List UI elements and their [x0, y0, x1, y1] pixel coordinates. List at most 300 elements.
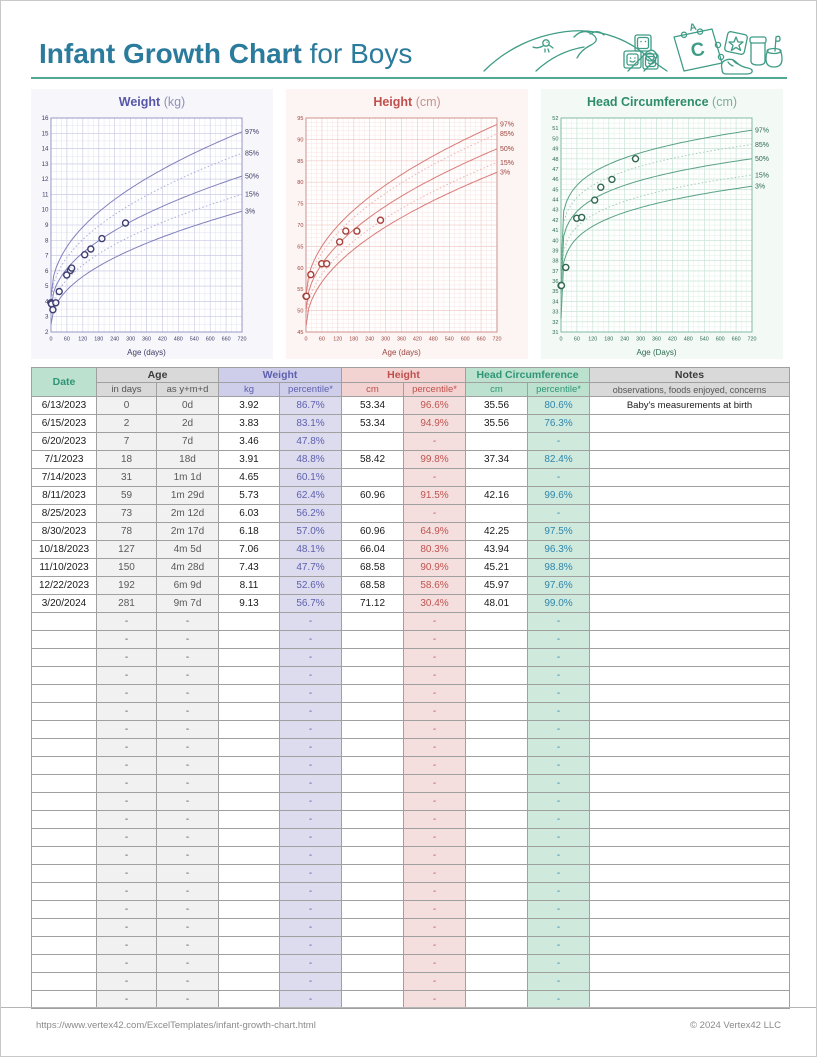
svg-text:49: 49 — [552, 146, 559, 153]
cell-weight-percentile: 60.1% — [280, 469, 342, 487]
cell-age-ymd: 1m 1d — [157, 469, 219, 487]
table-row — [32, 865, 790, 883]
cell-height-percentile: - — [404, 811, 466, 829]
cell-weight-percentile: 83.1% — [280, 415, 342, 433]
cell-head-percentile: - — [528, 631, 590, 649]
cell-height-cm — [342, 811, 404, 829]
cell-age-ymd: - — [157, 649, 219, 667]
cell-age-ymd: - — [157, 829, 219, 847]
cell-weight-percentile: 48.8% — [280, 451, 342, 469]
cell-weight-kg: 7.43 — [219, 559, 280, 577]
cell-weight-kg: 6.03 — [219, 505, 280, 523]
head-chart-title — [541, 89, 783, 113]
svg-text:300: 300 — [636, 336, 646, 343]
cell-weight-kg: 4.65 — [219, 469, 280, 487]
cell-age-days: - — [97, 667, 157, 685]
svg-text:13: 13 — [41, 160, 49, 168]
cell-date — [32, 667, 97, 685]
cell-notes — [590, 631, 790, 649]
svg-text:38: 38 — [552, 258, 559, 265]
cell-age-ymd: 6m 9d — [157, 577, 219, 595]
svg-text:240: 240 — [620, 336, 630, 343]
table-row — [32, 739, 790, 757]
svg-text:42: 42 — [552, 217, 559, 224]
cell-age-days: - — [97, 901, 157, 919]
cell-weight-percentile: - — [280, 847, 342, 865]
charts-row — [1, 79, 816, 359]
cell-weight-percentile: - — [280, 793, 342, 811]
cell-head-percentile: - — [528, 919, 590, 937]
cell-height-cm: 53.34 — [342, 397, 404, 415]
svg-text:660: 660 — [731, 336, 741, 343]
cell-notes — [590, 937, 790, 955]
head-chart-plot — [541, 113, 783, 359]
svg-text:75: 75 — [297, 201, 304, 208]
cell-weight-kg — [219, 919, 280, 937]
cell-height-cm: 60.96 — [342, 487, 404, 505]
height-chart-panel — [286, 89, 528, 359]
table-row — [32, 523, 790, 541]
cell-date — [32, 739, 97, 757]
cell-age-days: 7 — [97, 433, 157, 451]
cell-age-days: - — [97, 811, 157, 829]
cell-head-cm — [466, 631, 528, 649]
cell-date: 10/18/2023 — [32, 541, 97, 559]
cell-head-percentile: - — [528, 793, 590, 811]
cell-date — [32, 865, 97, 883]
cell-age-ymd: - — [157, 901, 219, 919]
svg-text:32: 32 — [552, 319, 559, 326]
cell-height-cm: 60.96 — [342, 523, 404, 541]
cell-head-cm — [466, 955, 528, 973]
svg-text:60: 60 — [318, 336, 325, 343]
cell-age-ymd: - — [157, 793, 219, 811]
cell-head-cm: 45.97 — [466, 577, 528, 595]
svg-text:720: 720 — [492, 336, 502, 343]
cell-notes — [590, 829, 790, 847]
page-title — [39, 39, 412, 69]
header-age-ymd: as y+m+d — [157, 383, 219, 397]
svg-text:C: C — [689, 38, 707, 62]
cell-weight-kg — [219, 973, 280, 991]
cell-head-cm — [466, 685, 528, 703]
cell-head-percentile: 97.6% — [528, 577, 590, 595]
header-height-cm: cm — [342, 383, 404, 397]
cell-date — [32, 721, 97, 739]
cell-head-cm — [466, 865, 528, 883]
cell-age-days: 59 — [97, 487, 157, 505]
cell-height-percentile: - — [404, 613, 466, 631]
cell-height-percentile: - — [404, 793, 466, 811]
table-row — [32, 667, 790, 685]
cell-head-percentile: - — [528, 991, 590, 1009]
table-row — [32, 757, 790, 775]
cell-age-ymd: - — [157, 775, 219, 793]
table-row — [32, 721, 790, 739]
cell-age-ymd: - — [157, 721, 219, 739]
cell-height-percentile: - — [404, 667, 466, 685]
cell-head-cm: 35.56 — [466, 397, 528, 415]
cell-age-days: 150 — [97, 559, 157, 577]
header-weight: Weight — [219, 368, 342, 383]
cell-age-ymd: 4m 5d — [157, 541, 219, 559]
cell-weight-kg — [219, 865, 280, 883]
cell-weight-percentile: 62.4% — [280, 487, 342, 505]
svg-text:660: 660 — [221, 336, 231, 343]
cell-height-cm — [342, 991, 404, 1009]
cell-weight-kg: 3.83 — [219, 415, 280, 433]
weight-chart-unit: (kg) — [163, 95, 186, 109]
svg-text:97%: 97% — [245, 129, 260, 137]
cell-age-ymd: 18d — [157, 451, 219, 469]
cell-age-ymd: 2m 17d — [157, 523, 219, 541]
svg-text:97%: 97% — [500, 121, 515, 129]
svg-text:16: 16 — [41, 115, 49, 122]
cell-weight-percentile: - — [280, 613, 342, 631]
cell-age-days: - — [97, 739, 157, 757]
svg-text:60: 60 — [63, 336, 70, 343]
cell-notes — [590, 451, 790, 469]
cell-notes — [590, 487, 790, 505]
svg-text:5: 5 — [45, 283, 49, 291]
cell-head-percentile: - — [528, 811, 590, 829]
svg-text:300: 300 — [126, 336, 136, 343]
svg-text:0: 0 — [559, 336, 563, 343]
svg-text:420: 420 — [412, 336, 422, 343]
cell-age-days: - — [97, 883, 157, 901]
cell-age-days: - — [97, 613, 157, 631]
svg-text:10: 10 — [41, 206, 49, 214]
svg-text:39: 39 — [552, 248, 559, 255]
cell-weight-kg — [219, 829, 280, 847]
cell-weight-kg: 3.92 — [219, 397, 280, 415]
cell-height-percentile: - — [404, 739, 466, 757]
cell-weight-kg — [219, 847, 280, 865]
table-body — [32, 397, 790, 1009]
footer-url-link[interactable]: https://www.vertex42.com/ExcelTemplates/infant-growth-chart.html — [36, 1020, 316, 1031]
cell-height-cm — [342, 937, 404, 955]
cell-age-days: - — [97, 919, 157, 937]
svg-text:85%: 85% — [755, 141, 770, 149]
head-chart-panel — [541, 89, 783, 359]
cell-height-percentile: - — [404, 883, 466, 901]
cell-age-ymd: - — [157, 685, 219, 703]
svg-text:44: 44 — [552, 197, 559, 204]
cell-weight-percentile: 52.6% — [280, 577, 342, 595]
cell-head-percentile: - — [528, 613, 590, 631]
cell-weight-percentile: 86.7% — [280, 397, 342, 415]
svg-text:Age (days): Age (days) — [127, 348, 166, 357]
cell-height-percentile: - — [404, 991, 466, 1009]
header-age-in-days: in days — [97, 383, 157, 397]
cell-head-percentile: 98.8% — [528, 559, 590, 577]
cell-head-cm: 48.01 — [466, 595, 528, 613]
cell-age-ymd: 1m 29d — [157, 487, 219, 505]
cell-weight-kg — [219, 703, 280, 721]
weight-chart-panel — [31, 89, 273, 359]
header-notes: Notes — [590, 368, 790, 383]
table-row — [32, 973, 790, 991]
cell-head-cm — [466, 847, 528, 865]
cell-date — [32, 649, 97, 667]
svg-text:Age (days): Age (days) — [382, 348, 421, 357]
cell-notes — [590, 991, 790, 1009]
cell-head-cm — [466, 667, 528, 685]
svg-text:45: 45 — [297, 330, 304, 336]
cell-height-cm: 68.58 — [342, 577, 404, 595]
cell-age-ymd: 9m 7d — [157, 595, 219, 613]
cell-head-percentile: - — [528, 883, 590, 901]
cell-weight-percentile: 48.1% — [280, 541, 342, 559]
cell-weight-kg — [219, 793, 280, 811]
cell-height-cm — [342, 847, 404, 865]
cell-height-percentile: - — [404, 847, 466, 865]
cell-height-percentile: - — [404, 721, 466, 739]
header-height: Height — [342, 368, 466, 383]
svg-text:50%: 50% — [755, 156, 770, 164]
cell-age-ymd: - — [157, 937, 219, 955]
svg-text:480: 480 — [683, 336, 693, 343]
cell-date: 11/10/2023 — [32, 559, 97, 577]
cell-height-cm — [342, 757, 404, 775]
cell-weight-percentile: - — [280, 883, 342, 901]
cell-height-percentile: - — [404, 433, 466, 451]
cell-weight-kg — [219, 739, 280, 757]
cell-age-ymd: - — [157, 703, 219, 721]
cell-head-percentile: - — [528, 505, 590, 523]
cell-weight-kg — [219, 955, 280, 973]
table-row — [32, 991, 790, 1009]
cell-height-percentile: 91.5% — [404, 487, 466, 505]
svg-text:7: 7 — [45, 252, 49, 260]
head-chart-unit: (cm) — [712, 95, 738, 109]
table-row — [32, 685, 790, 703]
cell-height-percentile: - — [404, 685, 466, 703]
cell-weight-kg — [219, 991, 280, 1009]
svg-text:540: 540 — [189, 336, 199, 343]
table-row — [32, 955, 790, 973]
svg-text:47: 47 — [552, 167, 559, 173]
svg-text:540: 540 — [444, 336, 454, 343]
svg-text:600: 600 — [205, 336, 215, 343]
cell-notes — [590, 703, 790, 721]
svg-text:52: 52 — [552, 116, 559, 122]
cell-weight-kg — [219, 613, 280, 631]
cell-weight-kg — [219, 667, 280, 685]
cell-height-percentile: - — [404, 703, 466, 721]
cell-height-percentile: - — [404, 901, 466, 919]
svg-text:46: 46 — [552, 177, 559, 184]
svg-text:15: 15 — [41, 130, 49, 138]
svg-text:600: 600 — [715, 336, 725, 343]
cell-head-cm — [466, 793, 528, 811]
cell-head-percentile: - — [528, 829, 590, 847]
cell-head-percentile: - — [528, 775, 590, 793]
cell-height-percentile: 80.3% — [404, 541, 466, 559]
cell-weight-percentile: - — [280, 685, 342, 703]
cell-age-days: - — [97, 973, 157, 991]
cell-head-percentile: - — [528, 721, 590, 739]
table-row — [32, 919, 790, 937]
cell-age-days: 78 — [97, 523, 157, 541]
cell-notes — [590, 559, 790, 577]
svg-text:480: 480 — [428, 336, 438, 343]
cell-notes — [590, 469, 790, 487]
cell-weight-kg: 7.06 — [219, 541, 280, 559]
table-section — [1, 359, 816, 1009]
cell-weight-kg — [219, 883, 280, 901]
cell-weight-percentile: - — [280, 955, 342, 973]
cell-notes — [590, 721, 790, 739]
cell-notes: Baby's measurements at birth — [590, 397, 790, 415]
cell-height-cm — [342, 703, 404, 721]
cell-age-days: - — [97, 937, 157, 955]
cell-date: 6/20/2023 — [32, 433, 97, 451]
table-row — [32, 901, 790, 919]
cell-head-cm: 37.34 — [466, 451, 528, 469]
cell-height-cm — [342, 901, 404, 919]
cell-height-cm — [342, 613, 404, 631]
cell-weight-percentile: - — [280, 649, 342, 667]
cell-date — [32, 937, 97, 955]
weight-chart-title — [31, 89, 273, 113]
svg-text:50: 50 — [297, 308, 304, 315]
table-row — [32, 541, 790, 559]
cell-height-percentile: - — [404, 919, 466, 937]
cell-height-percentile: - — [404, 865, 466, 883]
svg-text:360: 360 — [397, 336, 406, 343]
cell-height-percentile: - — [404, 649, 466, 667]
svg-text:51: 51 — [552, 126, 559, 133]
cell-age-ymd: - — [157, 883, 219, 901]
cell-height-percentile: 58.6% — [404, 577, 466, 595]
footer — [1, 1007, 816, 1056]
svg-text:180: 180 — [349, 336, 359, 343]
svg-text:43: 43 — [552, 207, 559, 214]
cell-head-cm — [466, 433, 528, 451]
cell-date: 8/25/2023 — [32, 505, 97, 523]
head-chart-title-text: Head Circumference — [586, 95, 709, 109]
cell-height-cm: 71.12 — [342, 595, 404, 613]
cell-age-days: - — [97, 703, 157, 721]
cell-notes — [590, 901, 790, 919]
cell-date — [32, 703, 97, 721]
svg-text:31: 31 — [552, 330, 559, 336]
cell-head-percentile: 96.3% — [528, 541, 590, 559]
cell-age-ymd: - — [157, 973, 219, 991]
header-divider — [31, 77, 787, 79]
svg-text:12: 12 — [41, 176, 49, 184]
cell-date — [32, 613, 97, 631]
svg-text:480: 480 — [173, 336, 183, 343]
cell-head-percentile: - — [528, 433, 590, 451]
header-head-circumference: Head Circumference — [466, 368, 590, 383]
cell-height-percentile: 99.8% — [404, 451, 466, 469]
table-row — [32, 433, 790, 451]
svg-text:0: 0 — [304, 336, 308, 343]
table-row — [32, 703, 790, 721]
cell-age-days: 192 — [97, 577, 157, 595]
cell-notes — [590, 523, 790, 541]
cell-weight-percentile: - — [280, 757, 342, 775]
cell-height-cm — [342, 793, 404, 811]
cell-head-percentile: - — [528, 865, 590, 883]
cell-height-cm — [342, 865, 404, 883]
cell-weight-percentile: 56.2% — [280, 505, 342, 523]
svg-text:3: 3 — [45, 313, 49, 321]
table-row — [32, 829, 790, 847]
cell-weight-kg — [219, 901, 280, 919]
cell-height-cm — [342, 685, 404, 703]
cell-height-cm — [342, 829, 404, 847]
cell-notes — [590, 775, 790, 793]
table-row — [32, 577, 790, 595]
svg-text:120: 120 — [333, 336, 343, 343]
cell-height-percentile: - — [404, 757, 466, 775]
cell-date — [32, 955, 97, 973]
cell-date: 8/30/2023 — [32, 523, 97, 541]
svg-text:A: A — [688, 21, 698, 34]
cell-notes — [590, 415, 790, 433]
cell-age-days: - — [97, 757, 157, 775]
cell-age-ymd: - — [157, 631, 219, 649]
cell-head-percentile: 80.6% — [528, 397, 590, 415]
cell-age-days: 2 — [97, 415, 157, 433]
svg-text:11: 11 — [42, 191, 49, 199]
cell-date — [32, 901, 97, 919]
cell-height-cm — [342, 469, 404, 487]
cell-date: 6/13/2023 — [32, 397, 97, 415]
cell-head-cm: 43.94 — [466, 541, 528, 559]
cell-height-cm — [342, 739, 404, 757]
cell-head-percentile: - — [528, 469, 590, 487]
svg-text:420: 420 — [157, 336, 167, 343]
cell-height-cm — [342, 505, 404, 523]
cell-notes — [590, 613, 790, 631]
cell-age-days: - — [97, 829, 157, 847]
svg-text:15%: 15% — [245, 191, 260, 199]
cell-date: 6/15/2023 — [32, 415, 97, 433]
cell-age-days: - — [97, 775, 157, 793]
cell-head-cm — [466, 829, 528, 847]
svg-text:9: 9 — [45, 222, 49, 229]
cell-weight-percentile: - — [280, 937, 342, 955]
cell-date — [32, 829, 97, 847]
table-row — [32, 559, 790, 577]
table-row — [32, 505, 790, 523]
cell-height-percentile: - — [404, 469, 466, 487]
cell-weight-kg — [219, 685, 280, 703]
cell-weight-percentile: - — [280, 901, 342, 919]
cell-age-ymd: - — [157, 613, 219, 631]
cell-height-cm: 53.34 — [342, 415, 404, 433]
cell-age-ymd: - — [157, 811, 219, 829]
footer-copyright: © 2024 Vertex42 LLC — [690, 1020, 781, 1031]
cell-age-days: 31 — [97, 469, 157, 487]
cell-notes — [590, 811, 790, 829]
cell-height-percentile: - — [404, 829, 466, 847]
cell-age-days: 127 — [97, 541, 157, 559]
cell-height-cm — [342, 667, 404, 685]
cell-head-percentile: 97.5% — [528, 523, 590, 541]
cell-head-percentile: - — [528, 955, 590, 973]
cell-height-cm — [342, 955, 404, 973]
cell-date: 7/14/2023 — [32, 469, 97, 487]
cell-weight-percentile: - — [280, 991, 342, 1009]
svg-text:3%: 3% — [245, 208, 256, 216]
svg-text:540: 540 — [699, 336, 709, 343]
cell-head-cm — [466, 775, 528, 793]
